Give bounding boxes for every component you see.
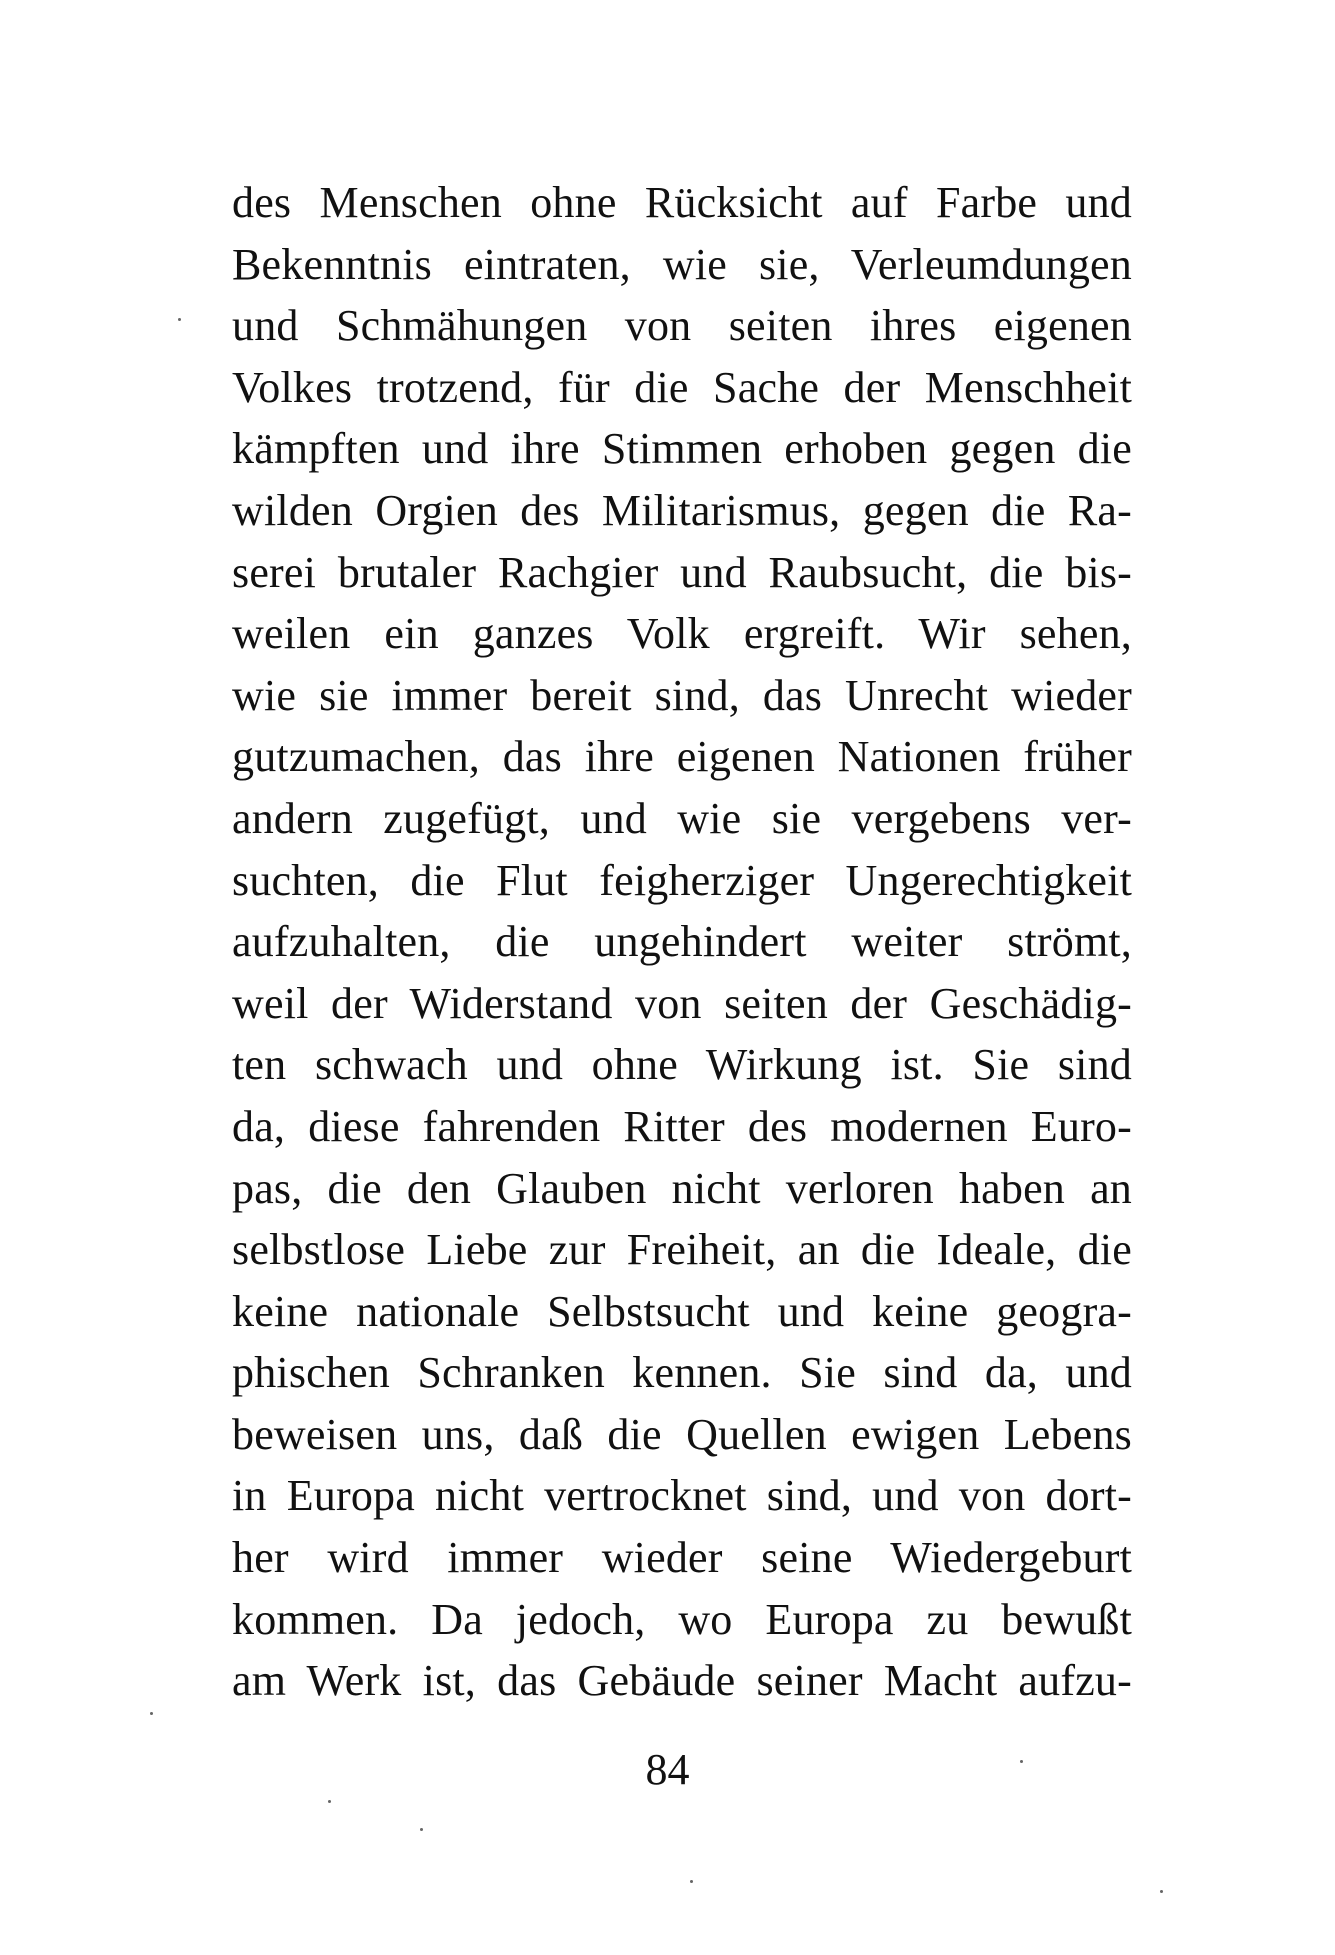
text-line: aufzuhalten, die ungehindert weiter strömt, (232, 917, 1132, 967)
text-line: her wird immer wieder seine Wiedergeburt (232, 1533, 1132, 1583)
text-line: ten schwach und ohne Wirkung ist. Sie sind (232, 1040, 1132, 1090)
scan-speck (420, 1828, 423, 1831)
text-line: selbstlose Liebe zur Freiheit, an die Ideale, die (232, 1225, 1132, 1275)
scan-speck (150, 1712, 153, 1715)
body-text (232, 172, 1132, 1712)
scan-speck (328, 1800, 331, 1803)
text-line: wie sie immer bereit sind, das Unrecht wieder (232, 670, 1132, 720)
text-line: kämpften und ihre Stimmen erhoben gegen die (232, 424, 1132, 474)
text-line: da, diese fahrenden Ritter des modernen Euro- (232, 1101, 1132, 1151)
scan-speck (690, 1880, 693, 1883)
text-line: beweisen uns, daß die Quellen ewigen Lebens (232, 1409, 1132, 1459)
text-line: andern zugefügt, und wie sie vergebens ver- (232, 793, 1132, 843)
text-line: keine nationale Selbstsucht und keine geogra- (232, 1286, 1132, 1336)
text-line: wilden Orgien des Militarismus, gegen die Ra- (232, 485, 1132, 535)
text-line: weil der Widerstand von seiten der Geschädig- (232, 978, 1132, 1028)
scan-speck (1020, 1760, 1023, 1763)
text-line: in Europa nicht vertrocknet sind, und von dort- (232, 1471, 1132, 1521)
text-line: des Menschen ohne Rücksicht auf Farbe und (232, 178, 1132, 227)
text-line: weilen ein ganzes Volk ergreift. Wir sehen, (232, 609, 1132, 659)
page-number: 84 (645, 1745, 690, 1794)
text-line: am Werk ist, das Gebäude seiner Macht aufzu- (232, 1656, 1132, 1706)
text-line: suchten, die Flut feigherziger Ungerechtigkeit (232, 855, 1132, 905)
text-line: phischen Schranken kennen. Sie sind da, und (232, 1348, 1132, 1398)
scan-speck (178, 318, 181, 321)
text-line: und Schmähungen von seiten ihres eigenen (232, 301, 1132, 351)
text-line: kommen. Da jedoch, wo Europa zu bewußt (232, 1594, 1132, 1644)
text-line: Bekenntnis eintraten, wie sie, Verleumdungen (232, 239, 1132, 289)
text-line: pas, die den Glauben nicht verloren haben an (232, 1163, 1132, 1213)
scan-speck (1160, 1890, 1163, 1893)
text-line: gutzumachen, das ihre eigenen Nationen früher (232, 732, 1132, 782)
text-line: Volkes trotzend, für die Sache der Menschheit (232, 362, 1132, 412)
text-line: serei brutaler Rachgier und Raubsucht, die bis- (232, 547, 1132, 597)
